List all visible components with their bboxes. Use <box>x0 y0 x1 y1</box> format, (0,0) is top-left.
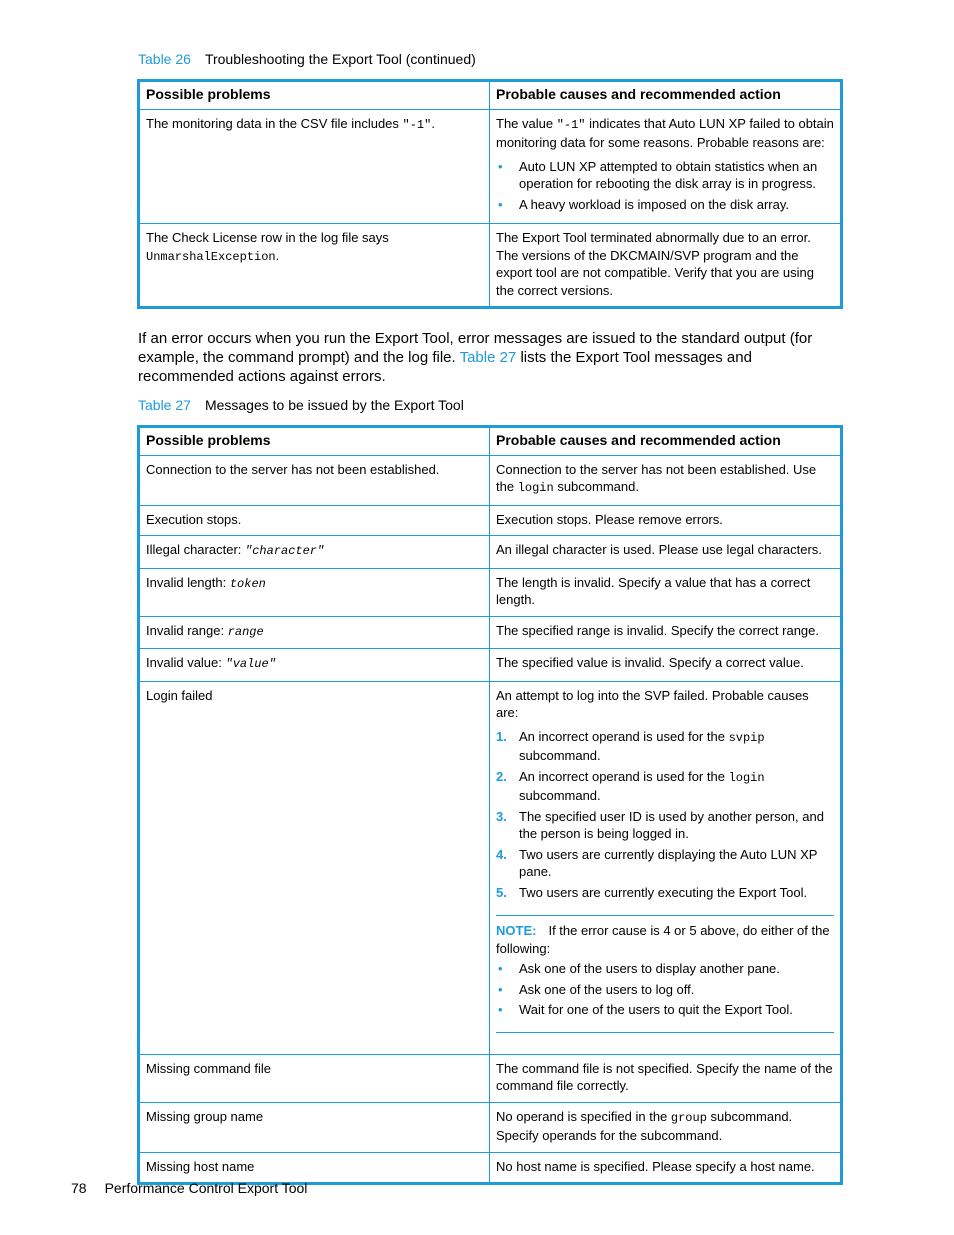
cause-cell: No host name is specified. Please specify a host name. <box>490 1152 842 1184</box>
list-item-text: Wait for one of the users to quit the Export Tool. <box>519 1002 793 1017</box>
table-26 <box>137 79 843 309</box>
table-row <box>139 649 842 682</box>
cause-text: An attempt to log into the SVP failed. Probable causes are: <box>496 687 809 720</box>
list-item <box>496 846 834 881</box>
table-26-caption <box>138 51 476 67</box>
bullet-icon: • <box>498 196 503 212</box>
problem-text: Invalid length: <box>146 574 230 590</box>
table-header-row <box>139 427 842 456</box>
list-number: 2. <box>496 768 507 784</box>
note-box <box>496 915 834 1033</box>
problem-cell <box>139 224 490 308</box>
problem-text: The Check License row in the log file says <box>146 230 389 245</box>
table-27-link[interactable]: Table 27 <box>459 349 517 366</box>
list-item <box>496 728 834 765</box>
list-item-code: login <box>728 770 765 785</box>
cause-text: subcommand. Specify operands for the subcommand. <box>496 1108 793 1143</box>
problem-cell <box>139 616 490 649</box>
paragraph-text: If an error occurs when you run the Export Tool, error messages are issued to the standard output (for example, the command prompt) and the log file. <box>138 330 813 366</box>
page-footer <box>71 1180 307 1196</box>
cause-cell: The specified value is invalid. Specify a correct value. <box>490 649 842 682</box>
problem-code: "value" <box>225 657 276 671</box>
cause-cell <box>490 1102 842 1152</box>
problem-text: Invalid value: <box>146 655 226 670</box>
problem-cell: Missing host name <box>139 1152 490 1184</box>
table-row <box>139 616 842 649</box>
header-possible-problems: Possible problems <box>139 81 490 110</box>
problem-cell: Execution stops. <box>139 505 490 536</box>
problem-code: "-1" <box>402 117 432 132</box>
cause-text: subcommand. <box>553 479 639 494</box>
list-item <box>496 768 834 805</box>
list-number: 5. <box>496 884 507 900</box>
bullet-list <box>496 158 834 214</box>
table-row <box>139 505 842 536</box>
table-row <box>139 109 842 224</box>
problem-cell <box>139 109 490 224</box>
list-item <box>496 196 834 214</box>
list-item-text: Ask one of the users to log off. <box>519 981 695 997</box>
problem-end: . <box>431 115 435 131</box>
problem-text: Invalid range: <box>146 622 228 638</box>
list-item <box>496 884 834 902</box>
list-item <box>496 981 834 999</box>
list-item-text: An incorrect operand is used for the <box>519 768 729 784</box>
problem-cell <box>139 536 490 569</box>
table-row <box>139 1152 842 1184</box>
problem-code: range <box>227 624 264 639</box>
table-row <box>139 455 842 505</box>
cause-text: No operand is specified in the <box>496 1108 671 1124</box>
list-item-text: Two users are currently executing the Export Tool. <box>519 884 808 900</box>
header-probable-causes: Probable causes and recommended action <box>490 427 842 456</box>
cause-cell <box>490 455 842 505</box>
cause-text: indicates that Auto LUN XP failed to obtain monitoring data for some reasons. Probable reasons are: <box>496 115 834 150</box>
bullet-icon: • <box>498 961 503 976</box>
problem-cell: Connection to the server has not been established. <box>139 455 490 505</box>
list-item-text: subcommand. <box>519 748 601 763</box>
cause-cell <box>490 681 842 1054</box>
paragraph-text: lists the Export Tool messages and recommended actions against errors. <box>138 349 752 385</box>
cause-text: The value <box>496 115 557 131</box>
cause-cell: The length is invalid. Specify a value that has a correct length. <box>490 568 842 616</box>
list-item-text: Ask one of the users to display another pane. <box>519 961 780 976</box>
cause-code: login <box>517 481 554 495</box>
page-number: 78 <box>71 1180 87 1196</box>
table-27-number: Table 27 <box>138 397 191 413</box>
list-item-text: Auto LUN XP attempted to obtain statistics when an operation for rebooting the disk array is in progress. <box>519 158 818 191</box>
header-probable-causes: Probable causes and recommended action <box>490 81 842 110</box>
cause-cell: The command file is not specified. Specify the name of the command file correctly. <box>490 1054 842 1102</box>
list-item-text: Two users are currently displaying the Auto LUN XP pane. <box>519 846 818 879</box>
table-27-title: Messages to be issued by the Export Tool <box>204 397 464 413</box>
table-27-caption <box>138 397 464 413</box>
table-row <box>139 681 842 1054</box>
cause-cell: Execution stops. Please remove errors. <box>490 505 842 536</box>
bullet-icon: • <box>498 158 503 174</box>
list-item <box>496 158 834 193</box>
bullet-list <box>496 960 834 1019</box>
bullet-icon: • <box>498 1002 503 1017</box>
bullet-icon: • <box>498 981 503 997</box>
table-27 <box>137 425 843 1185</box>
footer-title: Performance Control Export Tool <box>104 1180 308 1196</box>
numbered-list <box>496 728 834 902</box>
cause-cell: The specified range is invalid. Specify the correct range. <box>490 616 842 649</box>
problem-cell: Login failed <box>139 681 490 1054</box>
problem-text: Illegal character: <box>146 542 245 557</box>
problem-code: "character" <box>245 544 325 558</box>
table-row <box>139 1102 842 1152</box>
problem-code: UnmarshalException <box>146 249 276 264</box>
cause-cell: The Export Tool terminated abnormally due to an error. The versions of the DKCMAIN/SVP program and the export tool are not compatible. Verify that you are using the correct versions. <box>490 224 842 308</box>
list-item-text: subcommand. <box>519 788 601 803</box>
table-26-number: Table 26 <box>138 51 191 67</box>
cause-code: group <box>670 1110 707 1125</box>
cause-code: "-1" <box>556 117 586 132</box>
table-row <box>139 224 842 308</box>
list-item-text: An incorrect operand is used for the <box>519 728 729 744</box>
list-item-text: A heavy workload is imposed on the disk array. <box>519 196 790 212</box>
problem-cell: Missing command file <box>139 1054 490 1102</box>
list-item <box>496 960 834 978</box>
list-item-code: svpip <box>728 730 765 745</box>
list-item-text: The specified user ID is used by another person, and the person is being logged in. <box>519 808 824 841</box>
table-row <box>139 1054 842 1102</box>
list-number: 3. <box>496 808 507 824</box>
table-row <box>139 536 842 569</box>
cause-cell <box>490 109 842 224</box>
header-possible-problems: Possible problems <box>139 427 490 456</box>
problem-end: . <box>275 247 280 263</box>
table-26-title: Troubleshooting the Export Tool (continued) <box>204 51 476 67</box>
problem-cell: Missing group name <box>139 1102 490 1152</box>
problem-code: token <box>229 576 266 591</box>
note-label: NOTE: <box>496 923 537 938</box>
problem-cell <box>139 649 490 682</box>
table-row <box>139 568 842 616</box>
cause-cell: An illegal character is used. Please use legal characters. <box>490 536 842 569</box>
list-number: 4. <box>496 846 507 862</box>
body-paragraph <box>138 329 828 386</box>
table-header-row <box>139 81 842 110</box>
problem-text: The monitoring data in the CSV file includes <box>146 115 403 131</box>
note-text: If the error cause is 4 or 5 above, do either of the following: <box>496 923 830 956</box>
list-item <box>496 1001 834 1019</box>
list-number: 1. <box>496 728 507 744</box>
problem-cell <box>139 568 490 616</box>
cause-text: Connection to the server has not been established. Use the <box>496 461 817 494</box>
list-item <box>496 808 834 843</box>
